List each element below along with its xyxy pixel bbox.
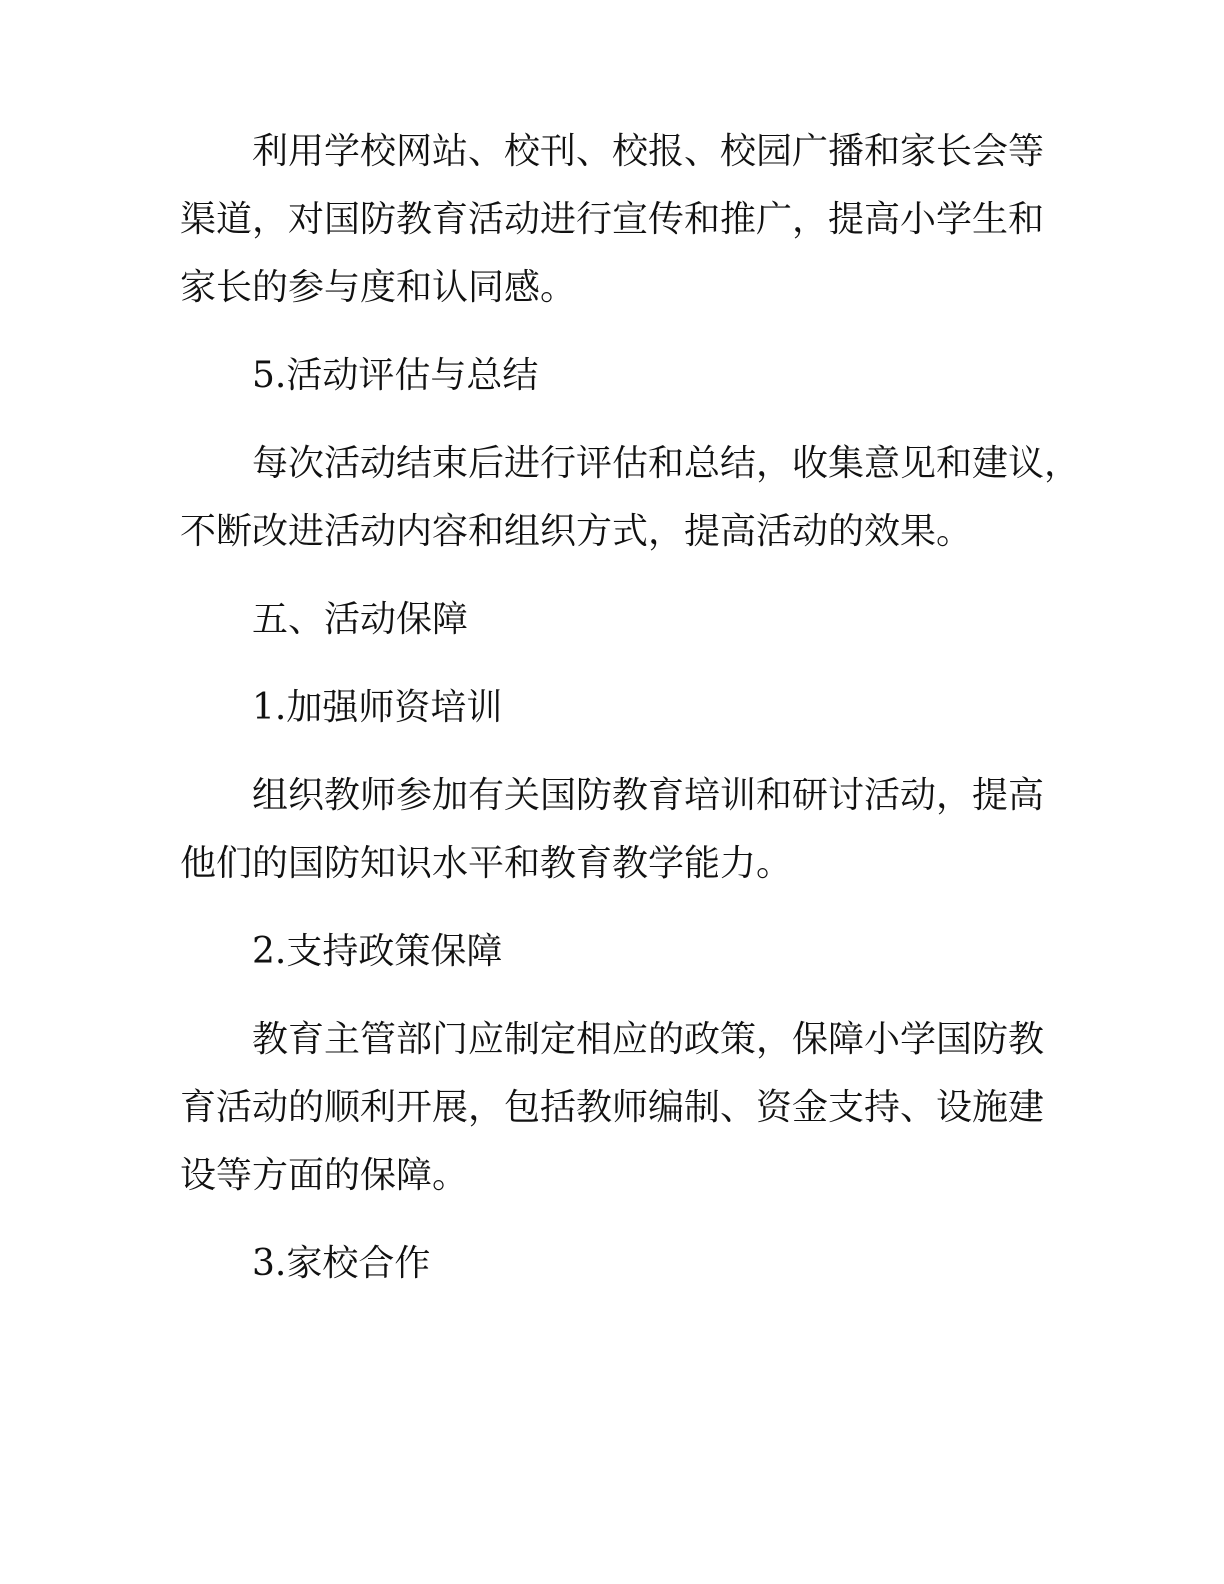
- chapter-heading-guarantee: [180, 586, 1044, 654]
- text-line: 渠道，对国防教育活动进行宣传和推广，提高小学生和: [180, 199, 1045, 240]
- paragraph-teacher-training: [180, 762, 1044, 898]
- text-line: 他们的国防知识水平和教育教学能力。: [180, 843, 793, 884]
- heading-text: 2.支持政策保障: [252, 931, 503, 972]
- document-body: [180, 118, 1081, 1318]
- section-heading-teacher-training: [180, 674, 1044, 742]
- heading-text: 1.加强师资培训: [252, 687, 503, 728]
- text-line: 利用学校网站、校刊、校报、校园广播和家长会等: [252, 131, 1045, 172]
- section-heading-home-school: [180, 1230, 1044, 1298]
- text-line: 育活动的顺利开展，包括教师编制、资金支持、设施建: [180, 1087, 1045, 1128]
- heading-text: 5.活动评估与总结: [252, 355, 539, 396]
- paragraph-policy: [180, 1006, 1044, 1210]
- text-line: 组织教师参加有关国防教育培训和研讨活动，提高: [252, 775, 1045, 816]
- text-line: 教育主管部门应制定相应的政策，保障小学国防教: [252, 1019, 1045, 1060]
- paragraph-evaluation: [180, 430, 1081, 566]
- heading-text: 五、活动保障: [252, 599, 469, 640]
- text-line: 不断改进活动内容和组织方式，提高活动的效果。: [180, 511, 973, 552]
- section-heading-evaluation: [180, 342, 1044, 410]
- paragraph-publicity: [180, 118, 1044, 322]
- text-line: 每次活动结束后进行评估和总结，收集意见和建议，: [252, 443, 1081, 484]
- heading-text: 3.家校合作: [252, 1243, 431, 1284]
- text-line: 家长的参与度和认同感。: [180, 267, 577, 308]
- section-heading-policy: [180, 918, 1044, 986]
- text-line: 设等方面的保障。: [180, 1155, 469, 1196]
